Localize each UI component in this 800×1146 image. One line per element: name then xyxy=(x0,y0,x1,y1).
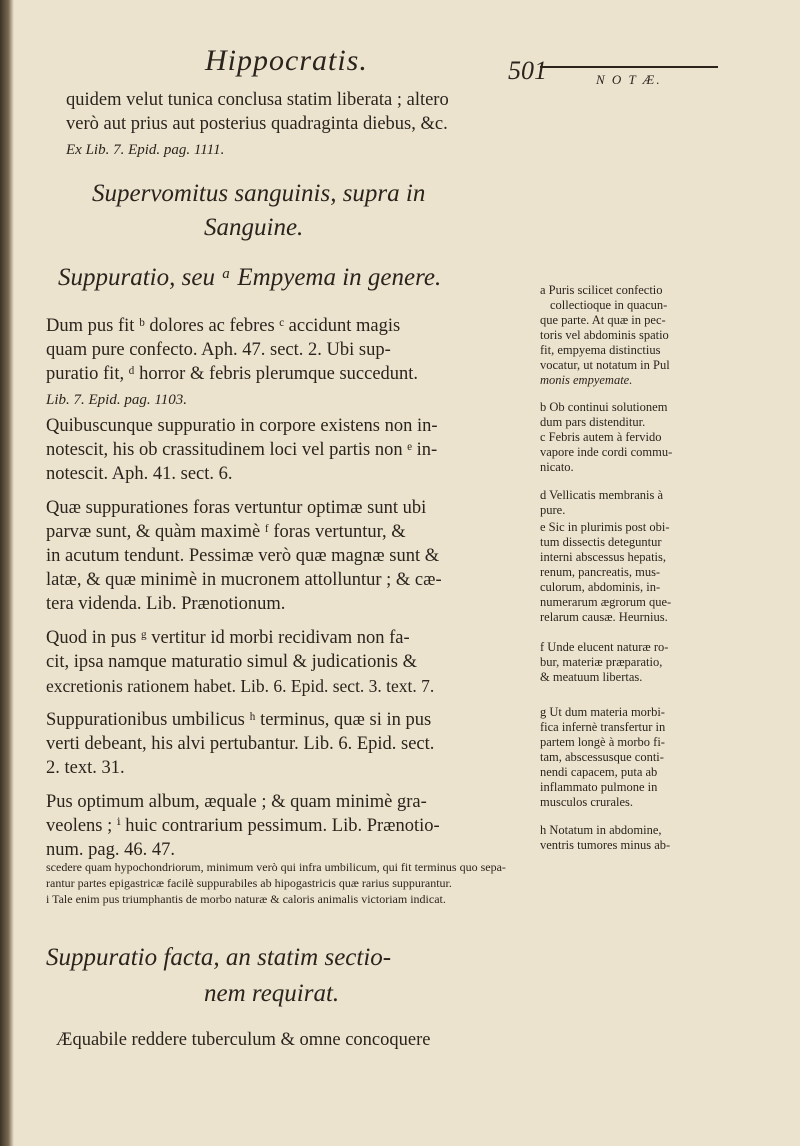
main-line-9: parvæ sunt, & quàm maximè ᶠ foras vertuntur, & xyxy=(46,522,406,542)
side-note-line: ventris tumores minus ab- xyxy=(540,838,671,852)
side-note-line: c Febris autem à fervido xyxy=(540,430,662,444)
side-note-line: h Notatum in abdomine, xyxy=(540,823,662,837)
running-title: Hippocratis. xyxy=(205,44,368,77)
main-line-8: Quæ suppurationes foras vertuntur optimæ sunt ubi xyxy=(46,498,427,518)
main-line-5: Quibuscunque suppuratio in corpore existens non in- xyxy=(46,416,438,436)
side-note-line: bur, materiæ præparatio, xyxy=(540,655,663,669)
main-line-1: Dum pus fit ᵇ dolores ac febres ᶜ accidunt magis xyxy=(46,316,401,336)
final-heading-2: nem requirat. xyxy=(204,980,340,1007)
side-note-line: que parte. At quæ in pec- xyxy=(540,313,666,327)
side-note-line: toris vel abdominis spatio xyxy=(540,328,669,342)
main-line-7: notescit. Aph. 41. sect. 6. xyxy=(46,464,233,484)
footnote-line-1: scedere quam hypochondriorum, minimum verò qui infra umbilicum, qui fit terminus quo sepa- xyxy=(46,860,506,874)
side-note-line: e Sic in plurimis post obi- xyxy=(540,520,670,534)
side-note-line: monis empyemate. xyxy=(540,373,633,387)
side-note-line: pure. xyxy=(540,503,566,517)
side-note-line: tum dissectis deteguntur xyxy=(540,535,662,549)
side-note-line: vapore inde cordi commu- xyxy=(540,445,673,459)
notes-label: N O T Æ. xyxy=(596,72,662,87)
main-line-2: quam pure confecto. Aph. 47. sect. 2. Ubi sup- xyxy=(46,340,391,360)
side-note-line: renum, pancreatis, mus- xyxy=(540,565,661,579)
intro-line-2: verò aut prius aut posterius quadraginta diebus, &c. xyxy=(66,114,448,134)
main-line-18: 2. text. 31. xyxy=(46,758,125,778)
side-note-line: nendi capacem, puta ab xyxy=(540,765,658,779)
main-line-4: Lib. 7. Epid. pag. 1103. xyxy=(46,392,187,408)
main-line-6: notescit, his ob crassitudinem loci vel partis non ᵉ in- xyxy=(46,440,438,460)
side-note-line: fit, empyema distinctius xyxy=(540,343,661,357)
side-note-line: & meatuum libertas. xyxy=(540,670,643,684)
main-line-3: puratio fit, ᵈ horror & febris plerumque succedunt. xyxy=(46,364,419,384)
last-line: Æquabile reddere tuberculum & omne concoquere xyxy=(56,1030,431,1050)
main-line-11: latæ, & quæ minimè in mucronem attolluntur ; & cæ- xyxy=(46,570,442,590)
side-note-line: interni abscessus hepatis, xyxy=(540,550,667,564)
side-note-line: fica infernè transfertur in xyxy=(540,720,666,734)
side-note-line: a Puris scilicet confectio xyxy=(540,283,663,297)
side-note-line: vocatur, ut notatum in Pul xyxy=(540,358,670,372)
notes-rule xyxy=(540,66,718,68)
side-note-line: dum pars distenditur. xyxy=(540,415,646,429)
page-number: 501 xyxy=(508,56,547,85)
side-note-line: musculos crurales. xyxy=(540,795,634,809)
main-line-20: veolens ; ⁱ huic contrarium pessimum. Lib. Prænotio- xyxy=(46,816,440,836)
main-line-14: cit, ipsa namque maturatio simul & judicationis & xyxy=(46,652,417,672)
side-note-line: partem longè à morbo fi- xyxy=(540,735,665,749)
main-line-12: tera videnda. Lib. Prænotionum. xyxy=(46,594,286,614)
side-note-line: collectioque in quacun- xyxy=(550,298,668,312)
side-note-line: relarum causæ. Heurnius. xyxy=(540,610,668,624)
main-line-21: num. pag. 46. 47. xyxy=(46,840,175,860)
footnote-line-2: rantur partes epigastricæ facilè suppurabiles ab hipogastricis quæ rarius suppurantur. xyxy=(46,876,452,890)
main-line-13: Quod in pus ᵍ vertitur id morbi recidivam non fa- xyxy=(46,628,410,648)
main-line-15: excretionis rationem habet. Lib. 6. Epid. sect. 3. text. 7. xyxy=(46,676,435,696)
supervomitus-heading-2: Sanguine. xyxy=(204,214,304,241)
main-line-16: Suppurationibus umbilicus ʰ terminus, quæ si in pus xyxy=(46,710,432,730)
final-heading-1: Suppuratio facta, an statim sectio- xyxy=(46,944,392,971)
main-line-10: in acutum tendunt. Pessimæ verò quæ magnæ sunt & xyxy=(46,546,440,566)
main-line-19: Pus optimum album, æquale ; & quam minimè gra- xyxy=(46,792,427,812)
side-note-line: f Unde elucent naturæ ro- xyxy=(540,640,669,654)
side-note-line: culorum, abdominis, in- xyxy=(540,580,661,594)
supervomitus-heading-1: Supervomitus sanguinis, supra in xyxy=(92,180,426,207)
suppuratio-heading: Suppuratio, seu ᵃ Empyema in genere. xyxy=(58,264,442,291)
side-note-line: numerarum ægrorum que- xyxy=(540,595,672,609)
intro-line-1: quidem velut tunica conclusa statim liberata ; altero xyxy=(66,90,449,110)
side-note-line: d Vellicatis membranis à xyxy=(540,488,664,502)
side-note-line: tam, abscessusque conti- xyxy=(540,750,664,764)
main-line-17: verti debeant, his alvi pertubantur. Lib. 6. Epid. sect. xyxy=(46,734,435,754)
footnote-line-3: i Tale enim pus triumphantis de morbo naturæ & caloris animalis victoriam indicat. xyxy=(46,892,446,906)
intro-line-3: Ex Lib. 7. Epid. pag. 1111. xyxy=(66,142,225,158)
side-note-line: g Ut dum materia morbi- xyxy=(540,705,665,719)
side-note-line: inflammato pulmone in xyxy=(540,780,658,794)
side-note-line: b Ob continui solutionem xyxy=(540,400,668,414)
side-note-line: nicato. xyxy=(540,460,574,474)
book-spine-shadow xyxy=(0,0,14,1146)
